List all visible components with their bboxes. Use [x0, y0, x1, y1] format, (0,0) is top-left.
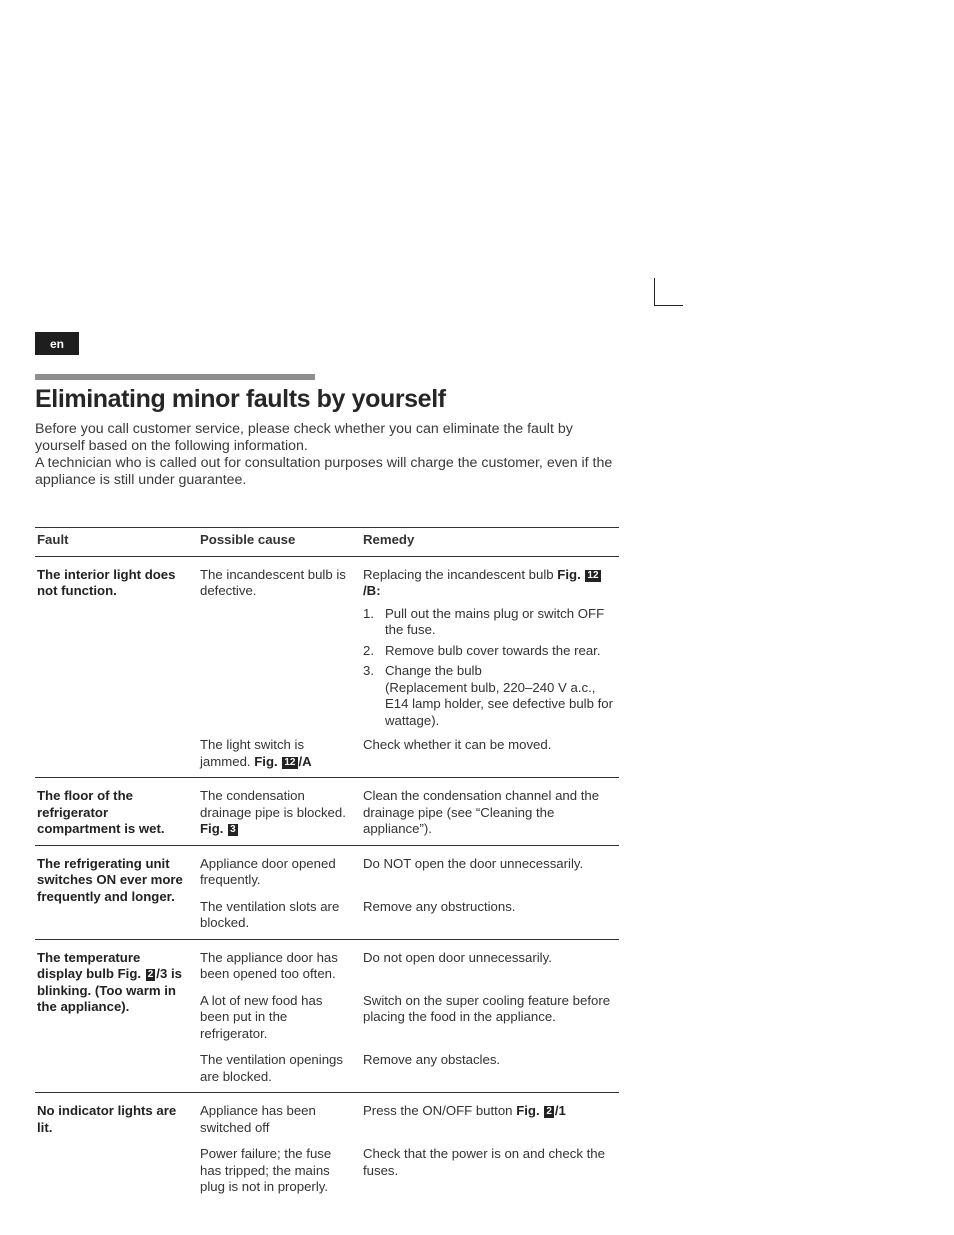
cause-cell: The appliance door has been opened too often.: [198, 939, 353, 983]
header-fault: Fault: [35, 527, 190, 557]
remedy-cell: Do not open door unnecessarily.: [361, 939, 619, 983]
cause-cell: A lot of new food has been put in the refrigerator.: [200, 992, 323, 1041]
remedy-cell: Check that the power is on and check the fuses.: [363, 1146, 605, 1178]
remedy-cell: Switch on the super cooling feature before placing the food in the appliance.: [363, 992, 611, 1024]
remedy-cell: Check whether it can be moved.: [363, 737, 552, 752]
steps-list: [363, 606, 617, 730]
cause-cell: Power failure; the fuse has tripped; the mains plug is not in properly.: [200, 1146, 332, 1194]
intro-text: [35, 421, 621, 489]
crop-corner-mark: [654, 278, 683, 306]
fault-cell: The interior light does not function.: [37, 566, 176, 598]
list-item: 1. Pull out the mains plug or switch OFF the fuse.: [363, 605, 605, 637]
table-row: [35, 777, 619, 845]
intro-paragraph-2: A technician who is called out for consultation purposes will charge the customer, even if the appliance is still under guarantee.: [35, 455, 613, 488]
cause-cell: The ventilation openings are blocked.: [200, 1052, 343, 1084]
remedy-cell: Press the ON/OFF button Fig. 2 /1: [361, 1092, 619, 1136]
remedy-cell: Clean the condensation channel and the drainage pipe (see “Cleaning the appliance”).: [361, 777, 619, 845]
table-header-row: [35, 527, 619, 557]
fault-cell: The refrigerating unit switches ON ever more frequently and longer.: [35, 845, 190, 939]
figure-number-badge: 2: [546, 1106, 552, 1117]
remedy-cell: Remove any obstructions.: [363, 898, 516, 914]
remedy-cell: Do NOT open the door unnecessarily.: [361, 845, 619, 889]
cause-cell: Appliance has been switched off: [198, 1092, 353, 1136]
cause-cell: The ventilation slots are blocked.: [200, 898, 340, 930]
remedy-cell: Replacing the incandescent bulb Fig. 12/B: 1. Pull out the mains plug or switch OFF the fuse. 2. Remove bulb cover towards the rear. 3. Change the bulb (Replacement bulb, 220–240 V a.c., E14 lamp holder, see defective bulb for wattage).: [361, 557, 619, 734]
figure-number-badge: 3: [230, 824, 236, 835]
figure-number-badge: 12: [284, 756, 296, 768]
remedy-cell: Remove any obstacles.: [363, 1052, 501, 1067]
fault-cell: The temperature display bulb Fig. 2 /3 is blinking. (Too warm in the appliance).: [35, 939, 190, 1093]
fault-cell: No indicator lights are lit.: [35, 1092, 190, 1196]
table-row: [35, 1092, 619, 1136]
list-item: 3. Change the bulb (Replacement bulb, 220–240 V a.c., E14 lamp holder, see defective bulb for wattage).: [363, 663, 613, 728]
cause-cell: The incandescent bulb is defective.: [200, 566, 346, 598]
table-row: [35, 845, 619, 889]
figure-reference: Fig. 12 /A: [254, 753, 312, 769]
language-tag: en: [35, 332, 79, 355]
figure-reference: Fig. 2 /1: [516, 1103, 566, 1118]
fault-cell: The floor of the refrigerator compartment is wet.: [35, 777, 190, 845]
figure-number-badge: 12: [587, 569, 599, 581]
figure-reference: Fig. 12/B:: [363, 566, 599, 598]
intro-paragraph-1: Before you call customer service, please check whether you can eliminate the fault by yourself based on the following information.: [35, 421, 573, 454]
table-row: [35, 557, 619, 734]
cause-cell: Appliance door opened frequently.: [198, 845, 353, 889]
figure-reference: Fig. 3: [200, 821, 236, 836]
header-cause: Possible cause: [198, 527, 353, 557]
figure-number-badge: 2: [147, 969, 154, 980]
page-title: Eliminating minor faults by yourself: [35, 385, 446, 413]
cause-cell: The light switch is jammed. Fig. 12 /A: [200, 737, 312, 769]
cause-cell: The condensation drainage pipe is blocked. Fig. 3: [198, 777, 353, 845]
table-row: [35, 939, 619, 983]
header-remedy: Remedy: [361, 527, 619, 557]
faults-table: [35, 527, 619, 1196]
list-item: 2. Remove bulb cover towards the rear.: [363, 642, 601, 658]
